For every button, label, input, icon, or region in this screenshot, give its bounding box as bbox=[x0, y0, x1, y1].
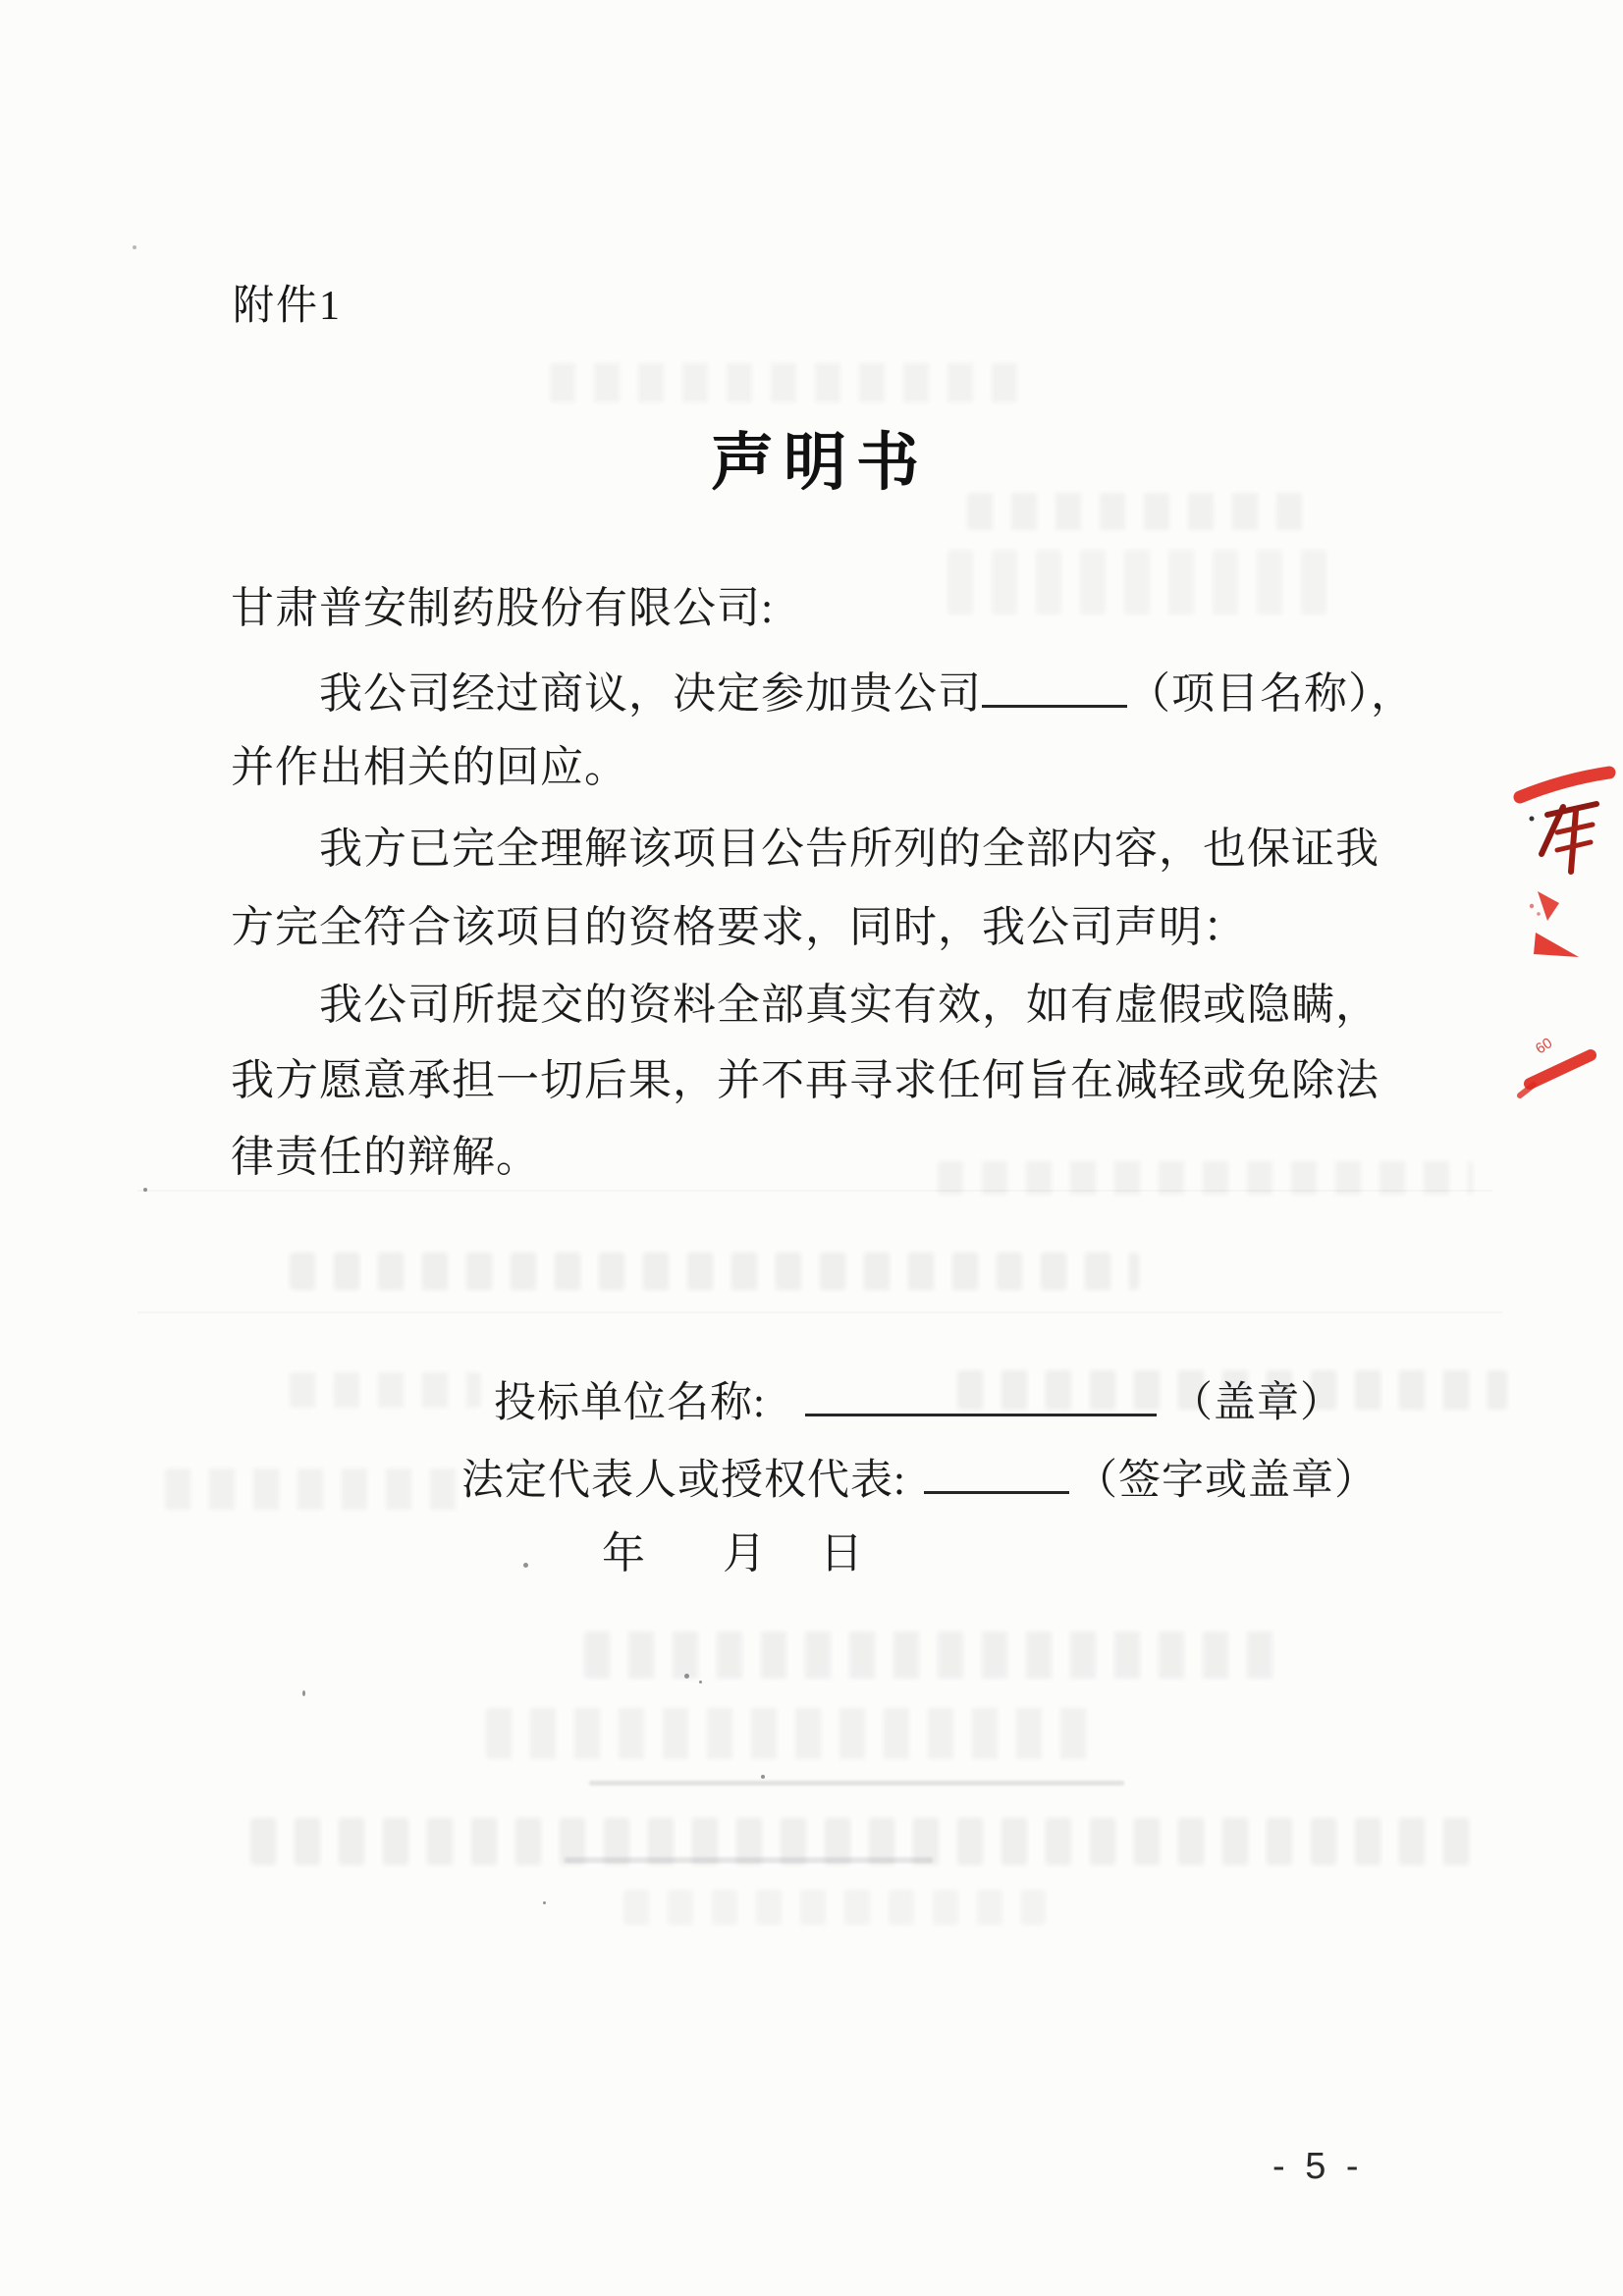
paragraph3-line1: 我公司所提交的资料全部真实有效，如有虚假或隐瞒， bbox=[319, 981, 1380, 1029]
date-row bbox=[602, 1518, 864, 1580]
page-title: 声明书 bbox=[711, 428, 929, 498]
paragraph1-line1 bbox=[231, 666, 1415, 718]
paragraph2-line1: 我方已完全理解该项目公告所列的全部内容，也保证我 bbox=[319, 825, 1380, 873]
red-stamp bbox=[1512, 756, 1623, 1109]
stamp-digits: 60 bbox=[1532, 1035, 1556, 1058]
paragraph3-line2: 我方愿意承担一切后果，并不再寻求任何旨在减轻或免除法 bbox=[231, 1056, 1380, 1104]
bidder-seal-note: （盖章） bbox=[1169, 1380, 1343, 1426]
bidder-name-label: 投标单位名称: bbox=[494, 1380, 766, 1426]
date-year-label: 年 bbox=[602, 1529, 646, 1577]
attachment-label: 附件1 bbox=[233, 284, 343, 329]
paragraph2-line2: 方完全符合该项目的资格要求，同时，我公司声明： bbox=[231, 903, 1247, 951]
project-name-blank bbox=[982, 666, 1127, 708]
representative-label: 法定代表人或授权代表: bbox=[461, 1458, 906, 1504]
paragraph1-text-before-blank: 我公司经过商议，决定参加贵公司 bbox=[319, 669, 982, 718]
paragraph1-text-after-blank: （项目名称）， bbox=[1127, 669, 1415, 718]
paragraph1-line2: 并作出相关的回应。 bbox=[231, 743, 628, 791]
representative-seal-note: （签字或盖章） bbox=[1074, 1458, 1378, 1504]
paragraph3-line3: 律责任的辩解。 bbox=[231, 1133, 540, 1181]
page-number: - 5 - bbox=[1272, 2146, 1364, 2187]
salutation-line: 甘肃普安制药股份有限公司: bbox=[231, 584, 775, 632]
date-month-label: 月 bbox=[723, 1529, 767, 1577]
representative-blank bbox=[924, 1452, 1069, 1494]
date-day-label: 日 bbox=[820, 1529, 864, 1577]
representative-signature-row bbox=[461, 1447, 1378, 1507]
